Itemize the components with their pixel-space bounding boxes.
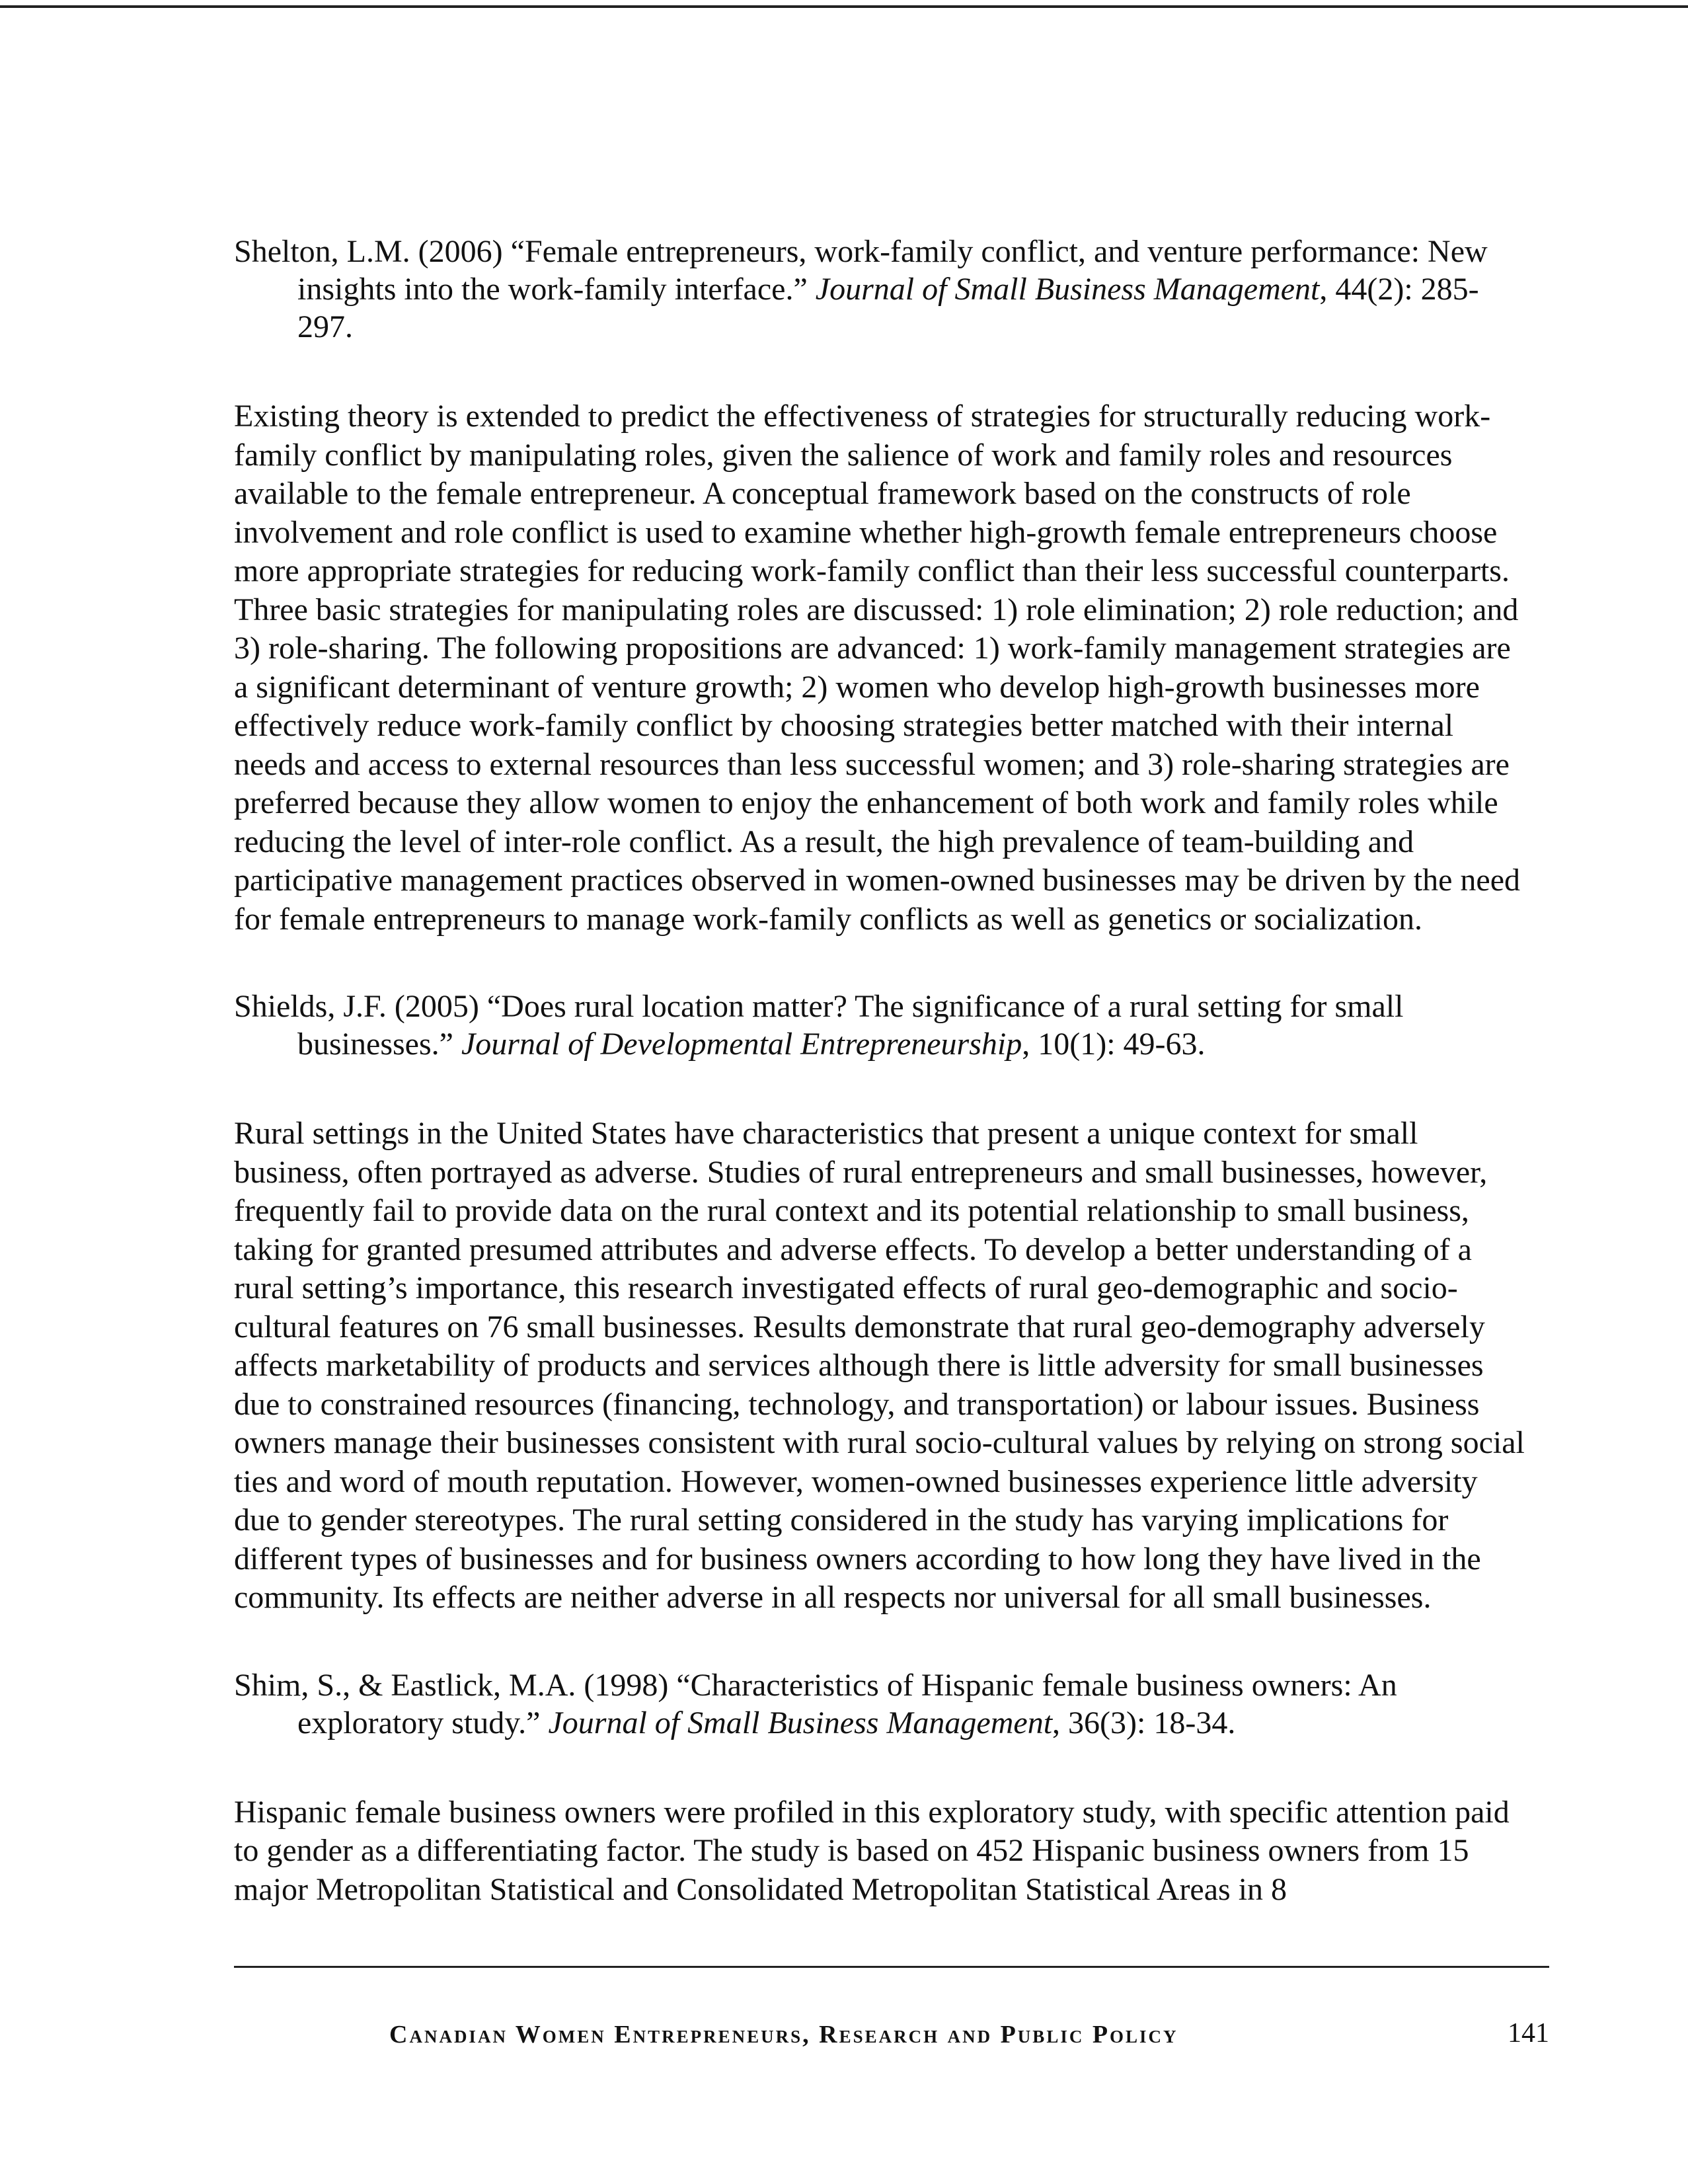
citation-text: Shields, J.F. (2005) “Does rural location matter? The significance of a rural setting for small businesses.” bbox=[234, 989, 1404, 1062]
footer-divider bbox=[234, 1966, 1549, 1968]
citation-shelton bbox=[234, 233, 1529, 346]
journal-title: Journal of Small Business Management bbox=[548, 1705, 1053, 1740]
citation-volume: , 10(1): 49-63. bbox=[1022, 1027, 1206, 1062]
page-body bbox=[234, 233, 1529, 1909]
citation-shields bbox=[234, 988, 1529, 1063]
footer-title: Canadian Women Entrepreneurs, Research and Public Policy bbox=[389, 2021, 1178, 2048]
citation-volume: , 44(2): 285-297. bbox=[297, 272, 1479, 344]
page-footer bbox=[234, 2020, 1549, 2060]
abstract-shim: Hispanic female business owners were profiled in this exploratory study, with specific attention paid to gender as a differentiating factor. The study is based on 452 Hispanic business owners from 15 major Metropolitan Statistical and Consolidated Metropolitan Statistical Areas in 8 bbox=[234, 1794, 1510, 1907]
citation-volume: , 36(3): 18-34. bbox=[1052, 1705, 1236, 1740]
abstract-shelton: Existing theory is extended to predict the effectiveness of strategies for structurally reducing work-family conflict by manipulating roles, given the salience of work and family roles and resources available to the female entrepreneur. A conceptual framework based on the constructs of role involvement and role conflict is used to examine whether high-growth female entrepreneurs choose more appropriate strategies for reducing work-family conflict than their less successful counterparts. Three basic strategies for manipulating roles are discussed: 1) role elimination; 2) role reduction; and 3) role-sharing. The following propositions are advanced: 1) work-family management strategies are a significant determinant of venture growth; 2) women who develop high-growth businesses more effectively reduce work-family conflict by choosing strategies better matched with their internal needs and access to external resources than less successful women; and 3) role-sharing strategies are preferred because they allow women to enjoy the enhancement of both work and family roles while reducing the level of inter-role conflict. As a result, the high prevalence of team-building and participative management practices observed in women-owned businesses may be driven by the need for female entrepreneurs to manage work-family conflicts as well as genetics or socialization. bbox=[234, 399, 1521, 937]
journal-title: Journal of Developmental Entrepreneurship bbox=[461, 1027, 1022, 1062]
top-edge-rule bbox=[0, 5, 1688, 8]
journal-title: Journal of Small Business Management bbox=[815, 272, 1320, 307]
citation-shim bbox=[234, 1666, 1529, 1742]
page-number: 141 bbox=[1508, 2018, 1549, 2048]
citation-text: Shim, S., & Eastlick, M.A. (1998) “Characteristics of Hispanic female business owners: An exploratory study.” bbox=[234, 1667, 1397, 1740]
abstract-shields: Rural settings in the United States have characteristics that present a unique context for small business, often portrayed as adverse. Studies of rural entrepreneurs and small businesses, however, frequently fail to provide data on the rural context and its potential relationship to small business, taking for granted presumed attributes and adverse effects. To develop a better understanding of a rural setting’s importance, this research investigated effects of rural geo-demographic and socio-cultural features on 76 small businesses. Results demonstrate that rural geo-demography adversely affects marketability of products and services although there is little adversity for small businesses due to constrained resources (financing, technology, and transportation) or labour issues. Business owners manage their businesses consistent with rural socio-cultural values by relying on strong social ties and word of mouth reputation. However, women-owned businesses experience little adversity due to gender stereotypes. The rural setting considered in the study has varying implications for different types of businesses and for business owners according to how long they have lived in the community. Its effects are neither adverse in all respects nor universal for all small businesses. bbox=[234, 1116, 1525, 1615]
citation-text: Shelton, L.M. (2006) “Female entrepreneurs, work-family conflict, and venture performance: New insights into the work-family interface.” bbox=[234, 234, 1488, 307]
